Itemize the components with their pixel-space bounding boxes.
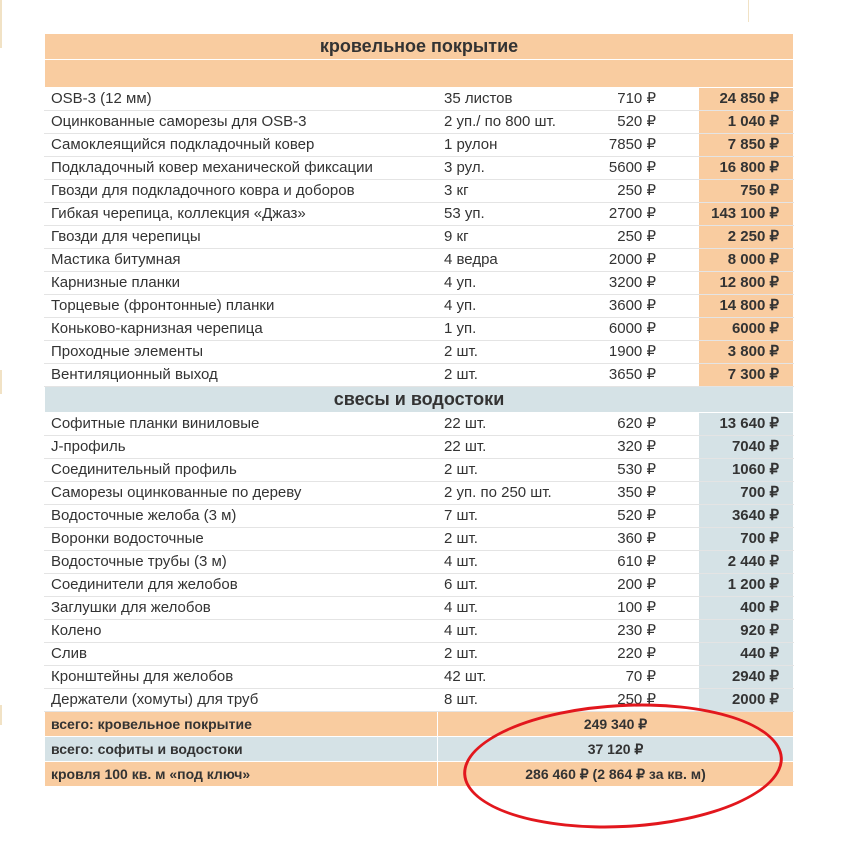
item-name: Гвозди для подкладочного ковра и доборов (45, 180, 438, 203)
totals-section (45, 712, 794, 787)
table-row (45, 436, 794, 459)
item-sum: 750 ₽ (699, 180, 794, 203)
table-row (45, 482, 794, 505)
item-price: 320 ₽ (573, 436, 699, 459)
item-qty: 9 кг (438, 226, 573, 249)
item-price: 520 ₽ (573, 111, 699, 134)
item-price: 620 ₽ (573, 413, 699, 436)
item-price: 70 ₽ (573, 666, 699, 689)
total-row-turnkey (45, 762, 794, 787)
table-row (45, 134, 794, 157)
total-value: 37 120 ₽ (438, 737, 794, 762)
table-row (45, 364, 794, 387)
item-sum: 3 800 ₽ (699, 341, 794, 364)
item-qty: 1 уп. (438, 318, 573, 341)
item-name: Воронки водосточные (45, 528, 438, 551)
item-sum: 2 250 ₽ (699, 226, 794, 249)
total-label: всего: софиты и водостоки (45, 737, 438, 762)
table-row (45, 551, 794, 574)
eaves-section (45, 387, 794, 712)
table-row (45, 180, 794, 203)
table-row (45, 643, 794, 666)
item-qty: 53 уп. (438, 203, 573, 226)
total-value: 286 460 ₽ (2 864 ₽ за кв. м) (438, 762, 794, 787)
item-name: Слив (45, 643, 438, 666)
item-price: 7850 ₽ (573, 134, 699, 157)
item-price: 2700 ₽ (573, 203, 699, 226)
item-qty: 3 рул. (438, 157, 573, 180)
item-price: 250 ₽ (573, 226, 699, 249)
item-name: Софитные планки виниловые (45, 413, 438, 436)
table-row (45, 272, 794, 295)
item-qty: 4 уп. (438, 272, 573, 295)
item-qty: 2 уп./ по 800 шт. (438, 111, 573, 134)
item-sum: 440 ₽ (699, 643, 794, 666)
item-sum: 1 200 ₽ (699, 574, 794, 597)
item-name: Торцевые (фронтонные) планки (45, 295, 438, 318)
item-qty: 2 шт. (438, 459, 573, 482)
item-price: 360 ₽ (573, 528, 699, 551)
item-sum: 143 100 ₽ (699, 203, 794, 226)
total-label: всего: кровельное покрытие (45, 712, 438, 737)
section-header-eaves (45, 387, 794, 413)
roofing-section (45, 34, 794, 387)
item-sum: 2000 ₽ (699, 689, 794, 712)
item-name: Оцинкованные саморезы для OSB-3 (45, 111, 438, 134)
item-price: 5600 ₽ (573, 157, 699, 180)
item-name: Кронштейны для желобов (45, 666, 438, 689)
item-qty: 2 уп. по 250 шт. (438, 482, 573, 505)
item-sum: 16 800 ₽ (699, 157, 794, 180)
item-name: Вентиляционный выход (45, 364, 438, 387)
item-qty: 4 ведра (438, 249, 573, 272)
item-qty: 6 шт. (438, 574, 573, 597)
item-sum: 920 ₽ (699, 620, 794, 643)
item-name: Мастика битумная (45, 249, 438, 272)
table-row (45, 597, 794, 620)
item-sum: 7 850 ₽ (699, 134, 794, 157)
item-name: Соединители для желобов (45, 574, 438, 597)
table-row (45, 341, 794, 364)
item-price: 1900 ₽ (573, 341, 699, 364)
section-title: кровельное покрытие (45, 34, 794, 60)
item-qty: 1 рулон (438, 134, 573, 157)
item-price: 230 ₽ (573, 620, 699, 643)
item-sum: 2940 ₽ (699, 666, 794, 689)
spacer-cell (45, 60, 794, 88)
item-price: 520 ₽ (573, 505, 699, 528)
edge-mark (0, 705, 2, 725)
item-price: 710 ₽ (573, 88, 699, 111)
item-name: J-профиль (45, 436, 438, 459)
item-price: 220 ₽ (573, 643, 699, 666)
table-row (45, 295, 794, 318)
item-qty: 2 шт. (438, 341, 573, 364)
item-name: Самоклеящийся подкладочный ковер (45, 134, 438, 157)
edge-mark (0, 370, 2, 394)
item-name: Колено (45, 620, 438, 643)
item-price: 3600 ₽ (573, 295, 699, 318)
item-sum: 12 800 ₽ (699, 272, 794, 295)
item-qty: 7 шт. (438, 505, 573, 528)
item-sum: 8 000 ₽ (699, 249, 794, 272)
item-name: Подкладочный ковер механической фиксации (45, 157, 438, 180)
table-row (45, 318, 794, 341)
item-sum: 2 440 ₽ (699, 551, 794, 574)
item-name: Водосточные желоба (3 м) (45, 505, 438, 528)
section-header-roofing (45, 34, 794, 60)
table-row (45, 666, 794, 689)
item-name: Держатели (хомуты) для труб (45, 689, 438, 712)
item-price: 6000 ₽ (573, 318, 699, 341)
item-name: Коньково-карнизная черепица (45, 318, 438, 341)
item-sum: 700 ₽ (699, 482, 794, 505)
edge-mark (0, 0, 2, 48)
total-row-eaves (45, 737, 794, 762)
table-row (45, 157, 794, 180)
table-row (45, 249, 794, 272)
table-row (45, 226, 794, 249)
item-price: 530 ₽ (573, 459, 699, 482)
item-sum: 13 640 ₽ (699, 413, 794, 436)
item-qty: 4 шт. (438, 597, 573, 620)
item-sum: 700 ₽ (699, 528, 794, 551)
item-name: Гвозди для черепицы (45, 226, 438, 249)
item-sum: 24 850 ₽ (699, 88, 794, 111)
item-price: 100 ₽ (573, 597, 699, 620)
item-name: Гибкая черепица, коллекция «Джаз» (45, 203, 438, 226)
table-row (45, 459, 794, 482)
item-name: Саморезы оцинкованные по дереву (45, 482, 438, 505)
item-name: Проходные элементы (45, 341, 438, 364)
total-value: 249 340 ₽ (438, 712, 794, 737)
table-row (45, 413, 794, 436)
item-sum: 14 800 ₽ (699, 295, 794, 318)
table-row (45, 505, 794, 528)
section-spacer (45, 60, 794, 88)
item-qty: 2 шт. (438, 643, 573, 666)
item-qty: 4 шт. (438, 620, 573, 643)
item-qty: 2 шт. (438, 528, 573, 551)
item-price: 200 ₽ (573, 574, 699, 597)
total-row-roofing (45, 712, 794, 737)
item-sum: 3640 ₽ (699, 505, 794, 528)
item-qty: 4 шт. (438, 551, 573, 574)
item-sum: 400 ₽ (699, 597, 794, 620)
item-price: 3650 ₽ (573, 364, 699, 387)
table-row (45, 111, 794, 134)
total-label: кровля 100 кв. м «под ключ» (45, 762, 438, 787)
item-price: 610 ₽ (573, 551, 699, 574)
item-qty: 4 уп. (438, 295, 573, 318)
item-price: 250 ₽ (573, 180, 699, 203)
table-row (45, 689, 794, 712)
item-qty: 8 шт. (438, 689, 573, 712)
item-qty: 3 кг (438, 180, 573, 203)
table-row (45, 528, 794, 551)
item-price: 3200 ₽ (573, 272, 699, 295)
item-qty: 42 шт. (438, 666, 573, 689)
item-name: Карнизные планки (45, 272, 438, 295)
item-price: 350 ₽ (573, 482, 699, 505)
item-price: 250 ₽ (573, 689, 699, 712)
section-title: свесы и водостоки (45, 387, 794, 413)
item-sum: 1 040 ₽ (699, 111, 794, 134)
table-row (45, 203, 794, 226)
item-name: OSB-3 (12 мм) (45, 88, 438, 111)
table-row (45, 574, 794, 597)
item-qty: 22 шт. (438, 413, 573, 436)
item-qty: 22 шт. (438, 436, 573, 459)
item-price: 2000 ₽ (573, 249, 699, 272)
item-sum: 7 300 ₽ (699, 364, 794, 387)
price-table (44, 33, 794, 787)
item-name: Водосточные трубы (3 м) (45, 551, 438, 574)
edge-line (748, 0, 749, 22)
item-name: Соединительный профиль (45, 459, 438, 482)
item-sum: 6000 ₽ (699, 318, 794, 341)
item-sum: 7040 ₽ (699, 436, 794, 459)
table-row (45, 88, 794, 111)
item-sum: 1060 ₽ (699, 459, 794, 482)
item-name: Заглушки для желобов (45, 597, 438, 620)
item-qty: 2 шт. (438, 364, 573, 387)
table-row (45, 620, 794, 643)
item-qty: 35 листов (438, 88, 573, 111)
